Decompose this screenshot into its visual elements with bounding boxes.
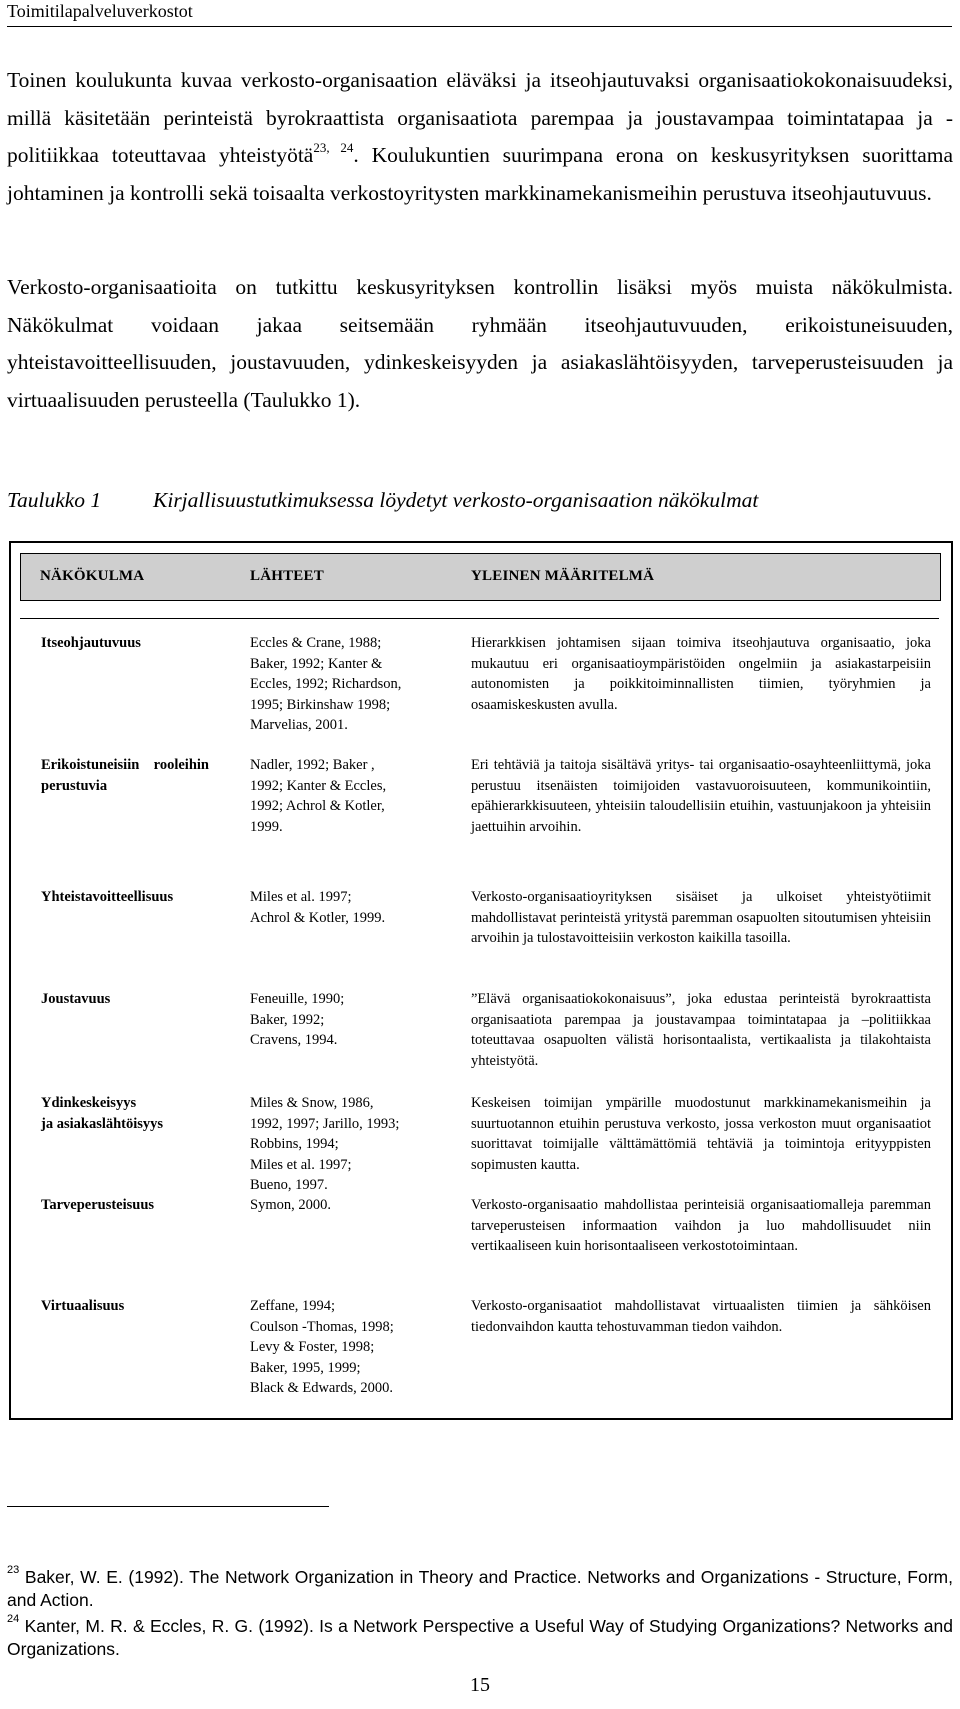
source-line: 1999.: [250, 818, 283, 835]
definition-cell: Verkosto-organisaatioyrityksen sisäiset ja ulkoiset yhteistyötiimit mahdollistavat perinteistä yritystä paremman osapuolten sitoutumisen yhteisiin arvoihin ja tulostavoitteisiin verkoston kaikilla tasoilla.: [471, 889, 931, 946]
perspective-text: ja asiakaslähtöisyys: [41, 1115, 164, 1132]
definition-cell: Verkosto-organisaatiot mahdollistavat virtuaalisten tiimien ja sähköisen tiedonvaihdon kautta tehostuvamman tiedon vaihdon.: [471, 1298, 931, 1335]
running-header-title: Toimitilapalveluverkostot: [7, 1, 193, 21]
perspective-cell: [41, 887, 209, 908]
header-divider: [20, 618, 939, 619]
definition-cell: ”Elävä organisaatiokokonaisuus”, joka edustaa perinteistä byrokraattista organisaatiota parempaa ja joustavampaa toimintatapaa ja –politiikkaa toteuttavaa osapuolten välistä horisontaalista, vertikaalista ja tilakohtaista yhteistyötä.: [471, 991, 931, 1069]
perspective-cell: [41, 633, 209, 654]
perspective-cell: [41, 1093, 209, 1134]
sources-cell: [250, 887, 430, 928]
source-line: Levy & Foster, 1998;: [250, 1339, 375, 1355]
sources-cell: [250, 1195, 430, 1216]
definition-cell: Keskeisen toimijan ympärille muodostunut markkinamekanismeihin ja suurtuotannon etuihin perustuva verkosto, jossa verkoston muut organisaatiot suorittavat toimijalle välttämättömiä tehtäviä ja toimintoja erityyppisten sopimusten kautta.: [471, 1095, 931, 1173]
footnote-24: [7, 1615, 953, 1661]
page-number: 15: [470, 1674, 490, 1696]
footnote-number: 23: [7, 1564, 20, 1577]
perspective-cell: [41, 1296, 209, 1317]
footnote-text: Kanter, M. R. & Eccles, R. G. (1992). Is a Network Perspective a Useful Way of Studying Organizations? Networks and Organizations.: [7, 1616, 953, 1659]
sources-cell: [250, 1296, 430, 1399]
source-line: Miles et al. 1997;: [250, 1156, 352, 1173]
footnote-23: [7, 1566, 953, 1612]
sources-cell: [250, 755, 430, 837]
sources-cell: [250, 633, 430, 736]
source-line: Eccles & Crane, 1988;: [250, 635, 382, 651]
perspective-text: Ydinkeskeisyys: [41, 1095, 137, 1111]
perspective-text: Itseohjautuvuus: [41, 635, 141, 651]
source-line: Marvelias, 2001.: [250, 717, 348, 733]
source-line: Miles & Snow, 1986,: [250, 1095, 374, 1111]
perspective-text: Virtuaalisuus: [41, 1298, 125, 1314]
table-header-row: [20, 553, 941, 601]
footnote-number: 24: [7, 1613, 20, 1626]
definition-cell: Eri tehtäviä ja taitoja sisältävä yritys- tai organisaatio-osayhteenliittymä, joka perustuu itsenäisten toimijoiden vastavuoroisuuteen, kommunikointiin, epähierarkkisuuteen, yhteisiin taloudellisiin etuihin, vastuunjakoon ja yhteisiin jaettuihin arvoihin.: [471, 757, 931, 835]
source-line: Feneuille, 1990;: [250, 991, 345, 1007]
header-definition: YLEINEN MÄÄRITELMÄ: [471, 568, 655, 584]
source-line: 1992; Kanter & Eccles,: [250, 777, 387, 794]
source-line: Black & Edwards, 2000.: [250, 1380, 393, 1396]
source-line: Zeffane, 1994;: [250, 1298, 336, 1314]
source-line: Miles et al. 1997;: [250, 889, 352, 905]
source-line: Baker, 1995, 1999;: [250, 1359, 361, 1376]
perspective-text: Tarveperusteisuus: [41, 1197, 155, 1213]
source-line: Symon, 2000.: [250, 1197, 331, 1213]
source-line: Coulson -Thomas, 1998;: [250, 1318, 394, 1335]
footnote-separator: [7, 1506, 329, 1507]
source-line: Robbins, 1994;: [250, 1136, 339, 1152]
header-perspective: NÄKÖKULMA: [40, 568, 145, 584]
source-line: 1992; Achrol & Kotler,: [250, 798, 385, 814]
footnote-text: Baker, W. E. (1992). The Network Organization in Theory and Practice. Networks and Organizations - Structure, Form, and Action.: [7, 1567, 953, 1610]
perspective-cell: [41, 1195, 209, 1216]
perspective-cell: Erikoistuneisiin rooleihin perustuvia: [41, 757, 209, 794]
perspective-text: Joustavuus: [41, 991, 111, 1007]
paragraph-1-text: Toinen koulukunta kuvaa verkosto-organisaation eläväksi ja itseohjautuvaksi organisaatiokokonaisuudeksi, millä käsitetään perinteistä byrokraattista organisaatiota parempaa ja joustavampaa toimintatapaa ja -politiikkaa toteuttavaa yhteistyötä: [7, 68, 953, 167]
paragraph-1-text-cont: . Koulukuntien suurimpana erona on keskusyrityksen suorittama johtaminen ja kontrolli sekä toisaalta verkostoyritysten markkinamekanismeihin perustuva itseohjautuvuus.: [7, 143, 953, 205]
source-line: Nadler, 1992; Baker ,: [250, 757, 375, 773]
perspectives-table: [9, 541, 953, 1420]
sources-cell: [250, 989, 430, 1051]
source-line: Bueno, 1997.: [250, 1177, 328, 1193]
paragraph-2: Verkosto-organisaatioita on tutkittu keskusyrityksen kontrollin lisäksi myös muista näkökulmista. Näkökulmat voidaan jakaa seitsemään ryhmään itseohjautuvuuden, erikoistuneisuuden, yhteistavoitteellisuuden, joustavuuden, ydinkeskeisyyden ja asiakaslähtöisyyden, tarveperusteisuuden ja virtuaalisuuden perusteella (Taulukko 1).: [7, 275, 953, 412]
sources-cell: [250, 1093, 430, 1196]
footnote-reference: 23, 24: [313, 139, 354, 155]
source-line: Baker, 1992;: [250, 1011, 325, 1028]
definition-cell: Verkosto-organisaatio mahdollistaa perinteisiä organisaatiomalleja paremman tarveperusteisen informaation vaihdon ja luo mahdollisuudet niin vertikaaliseen kuin horisontaaliseen verkostotoimintaan.: [471, 1197, 931, 1254]
perspective-text: Yhteistavoitteellisuus: [41, 889, 174, 905]
source-line: Baker, 1992; Kanter &: [250, 655, 383, 672]
source-line: Achrol & Kotler, 1999.: [250, 909, 386, 926]
source-line: 1995; Birkinshaw 1998;: [250, 696, 391, 713]
table-caption-number: Taulukko 1: [7, 488, 102, 512]
source-line: 1992, 1997; Jarillo, 1993;: [250, 1115, 400, 1132]
running-header: [7, 0, 952, 27]
definition-cell: Hierarkkisen johtamisen sijaan toimiva itseohjautuva organisaatio, joka mukautuu eri organisaatioympäristöiden ongelmiin ja asiakastarpeisiin autonomisten ja poikkitoiminnallisten tiimien, työryhmien ja osaamiskeskusten avulla.: [471, 635, 931, 713]
source-line: Cravens, 1994.: [250, 1032, 338, 1048]
table-caption-title: Kirjallisuustutkimuksessa löydetyt verkosto-organisaation näkökulmat: [153, 488, 759, 512]
source-line: Eccles, 1992; Richardson,: [250, 676, 402, 692]
perspective-cell: [41, 989, 209, 1010]
header-sources: LÄHTEET: [250, 568, 324, 584]
paragraph-1: [7, 62, 953, 212]
